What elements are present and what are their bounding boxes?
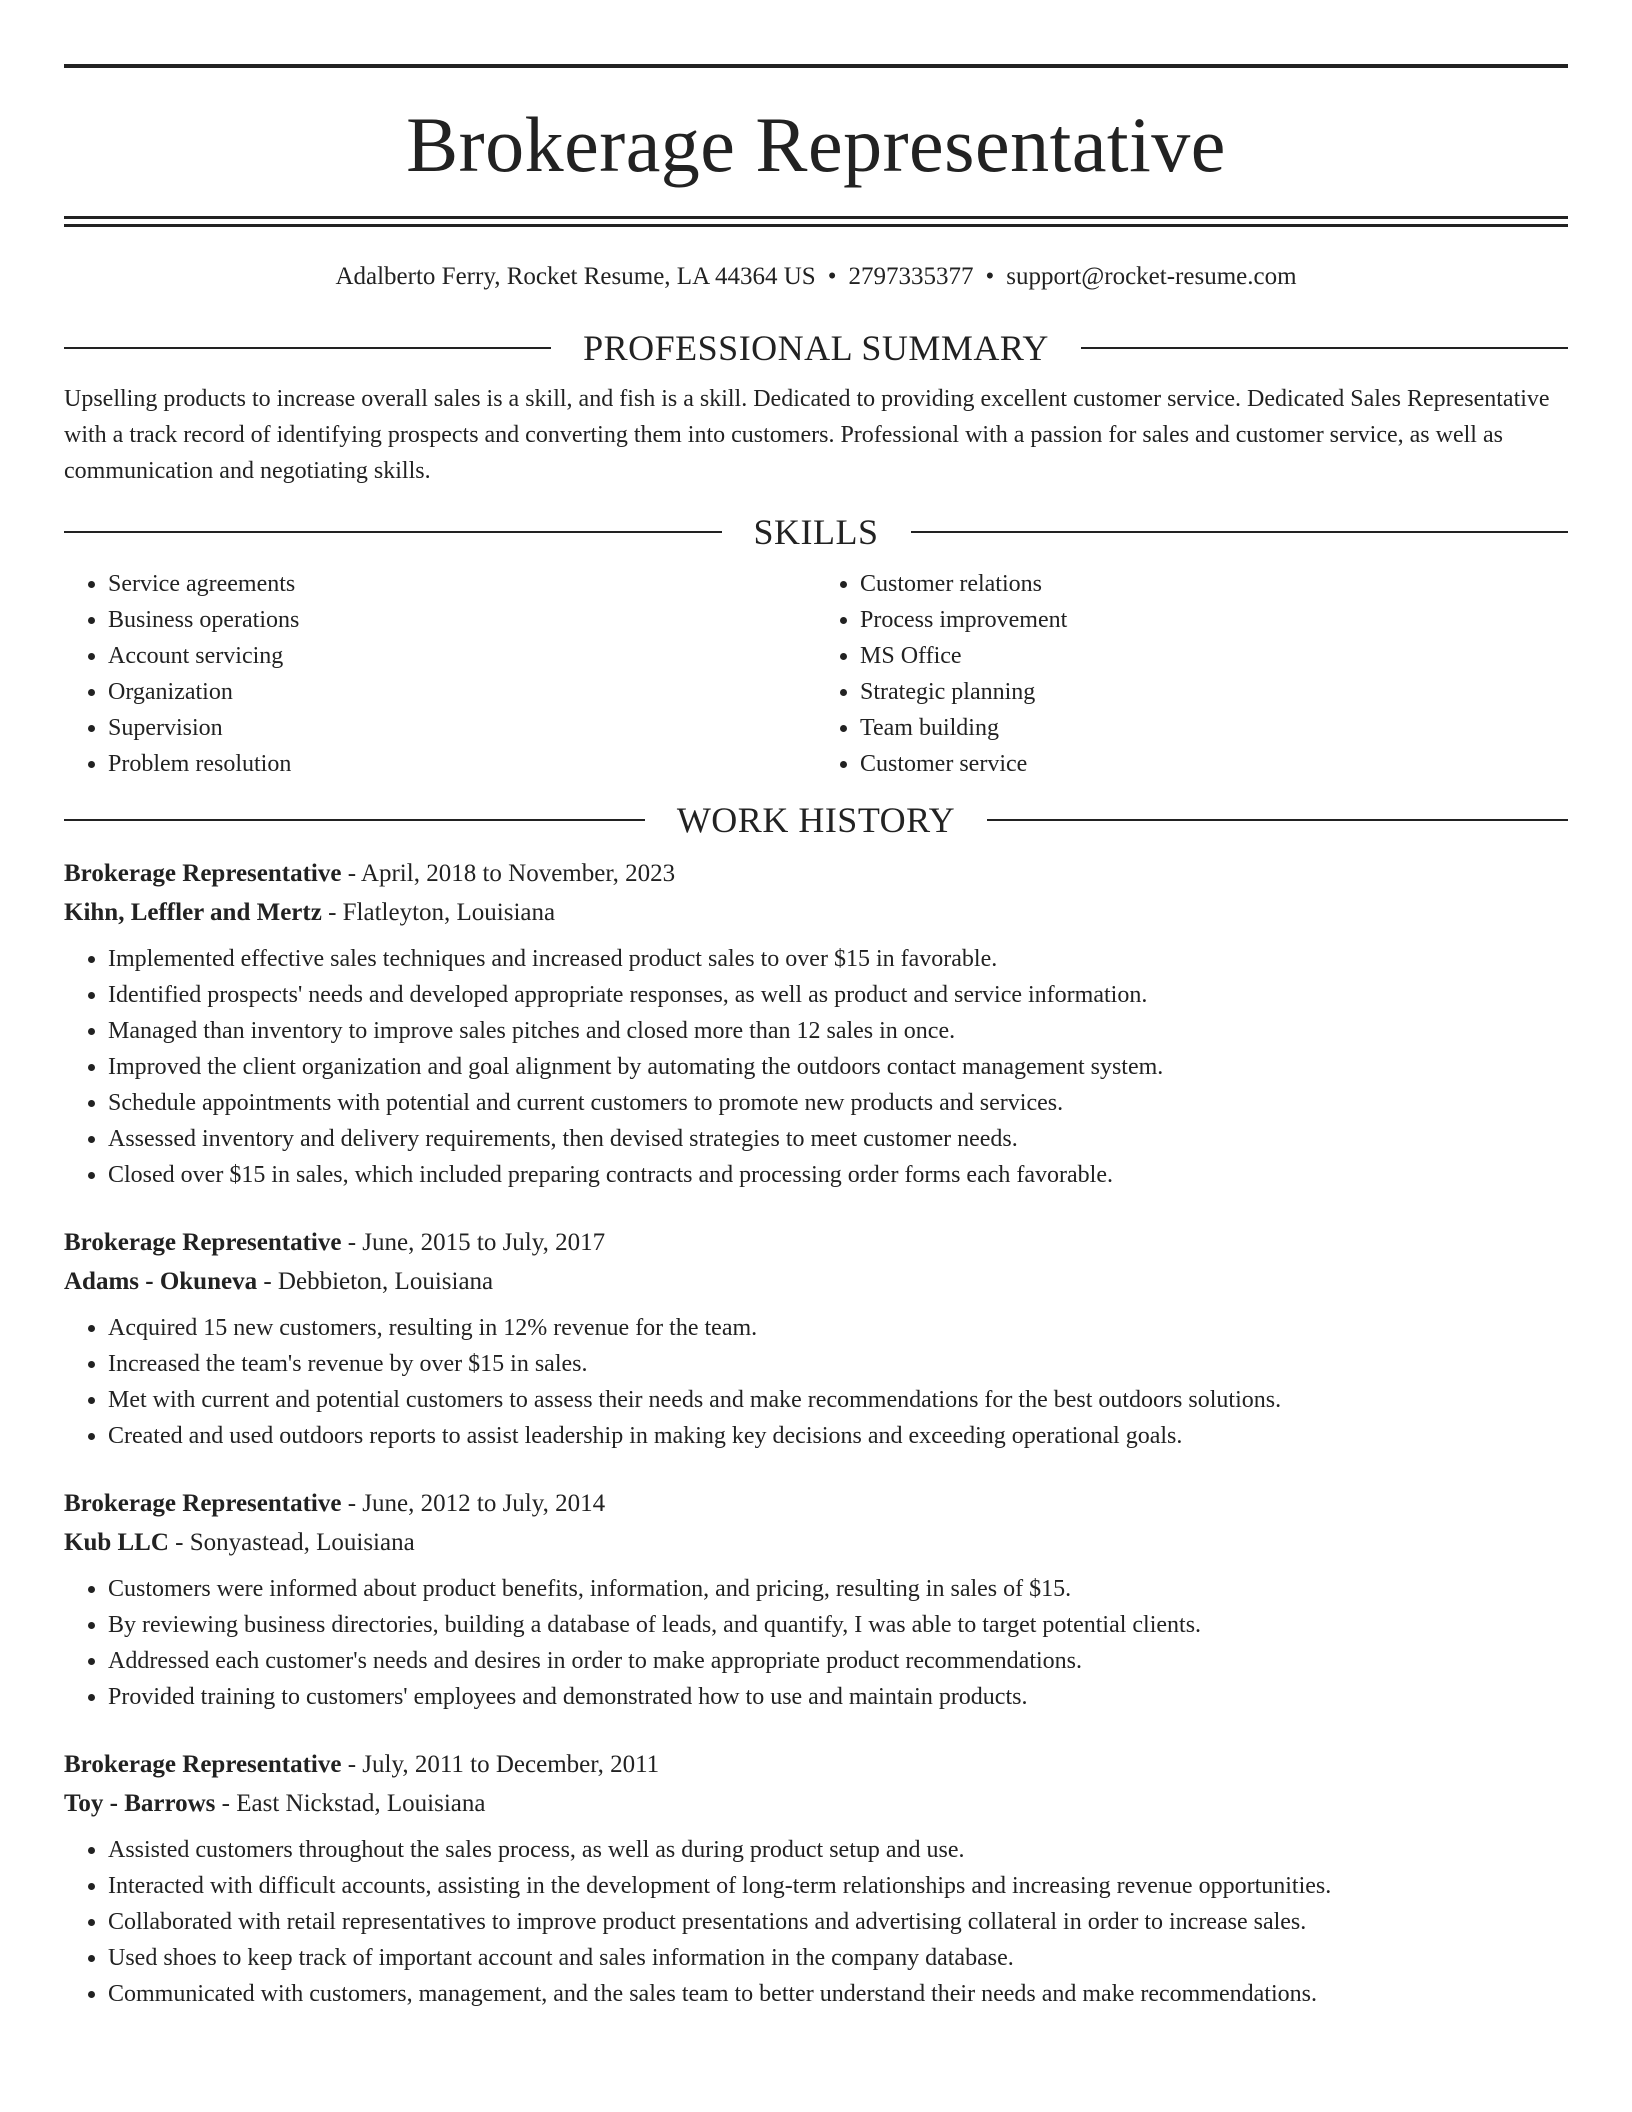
summary-heading [64,327,1568,368]
job-title: Brokerage Representative [64,1750,342,1778]
contact-line [64,261,1568,294]
job-bullet: • Managed than inventory to improve sales pitches and closed more than 12 sales in once. [108,1013,1568,1049]
job-title: Brokerage Representative [64,859,342,887]
heading-rule [1081,347,1568,349]
job-location: - Debbieton, Louisiana [257,1267,494,1295]
job-bullet: • Increased the team's revenue by over $15 in sales. [108,1346,1568,1382]
job-company-line [64,893,1568,932]
job-bullet: • Implemented effective sales techniques and increased product sales to over $15 in favorable. [108,941,1568,977]
job-bullet: • Acquired 15 new customers, resulting in 12% revenue for the team. [108,1310,1568,1346]
job-company: Adams - Okuneva [64,1267,258,1295]
job-bullet: • Met with current and potential customers to assess their needs and make recommendations for the best outdoors solutions. [108,1382,1568,1418]
job-bullet: • Communicated with customers, management, and the sales team to better understand their needs and make recommendations. [108,1976,1568,2012]
job-dates: - June, 2012 to July, 2014 [341,1489,606,1517]
job-location: - Flatleyton, Louisiana [321,898,556,926]
skills-heading [64,511,1568,552]
job-bullet: • Closed over $15 in sales, which included preparing contracts and processing order forms each favorable. [108,1157,1568,1193]
job-dates: - June, 2015 to July, 2017 [341,1228,606,1256]
job-bullet: • Interacted with difficult accounts, assisting in the development of long-term relationships and increasing revenue opportunities. [108,1868,1568,1904]
job-entry [64,1484,1568,1715]
job-entry [64,1745,1568,2012]
skill-item: • Customer relations [860,566,1568,602]
job-title: Brokerage Representative [64,1228,342,1256]
job-bullets [64,1832,1568,2012]
job-title-line [64,1745,1568,1784]
job-bullet: • Provided training to customers' employees and demonstrated how to use and maintain products. [108,1679,1568,1715]
heading-rule [64,531,722,533]
heading-rule [64,347,551,349]
job-title-line [64,1223,1568,1262]
skill-item: • Process improvement [860,602,1568,638]
work-heading [64,799,1568,840]
job-bullet: • Addressed each customer's needs and desires in order to make appropriate product recommendations. [108,1643,1568,1679]
header-top-rule [64,64,1568,68]
job-company-line [64,1523,1568,1562]
summary-heading-label: PROFESSIONAL SUMMARY [583,327,1049,368]
job-company: Kub LLC [64,1528,169,1556]
heading-rule [911,531,1569,533]
job-bullet: • Assisted customers throughout the sales process, as well as during product setup and use. [108,1832,1568,1868]
skills-column-left [64,566,816,782]
job-title: Brokerage Representative [64,1489,342,1517]
job-bullet: • Used shoes to keep track of important account and sales information in the company database. [108,1940,1568,1976]
job-bullet: • Improved the client organization and goal alignment by automating the outdoors contact management system. [108,1049,1568,1085]
job-company-line [64,1262,1568,1301]
resume-title: Brokerage Representative [406,101,1226,188]
job-company-line [64,1784,1568,1823]
skill-item: • Strategic planning [860,674,1568,710]
job-bullet: • By reviewing business directories, building a database of leads, and quantify, I was able to target potential clients. [108,1607,1568,1643]
job-location: - East Nickstad, Louisiana [215,1789,486,1817]
job-bullet: • Created and used outdoors reports to assist leadership in making key decisions and exceeding operational goals. [108,1418,1568,1454]
skill-item: • Team building [860,710,1568,746]
job-company: Kihn, Leffler and Mertz [64,898,322,926]
contact-email: support@rocket-resume.com [1006,263,1297,290]
skill-item: • Service agreements [108,566,816,602]
contact-separator: • [827,263,837,290]
skill-item: • Account servicing [108,638,816,674]
contact-address: Adalberto Ferry, Rocket Resume, LA 44364 US [335,263,816,290]
resume-page [64,0,1568,2012]
work-heading-label: WORK HISTORY [676,799,956,840]
skills-heading-label: SKILLS [753,511,879,552]
job-title-line [64,1484,1568,1523]
resume-header [64,0,1568,294]
job-location: - Sonyastead, Louisiana [168,1528,415,1556]
contact-phone: 2797335377 [848,263,974,290]
job-bullet: • Assessed inventory and delivery requirements, then devised strategies to meet customer needs. [108,1121,1568,1157]
job-bullets [64,941,1568,1193]
skill-item: • Customer service [860,746,1568,782]
skill-item: • Problem resolution [108,746,816,782]
job-bullet: • Customers were informed about product benefits, information, and pricing, resulting in sales of $15. [108,1571,1568,1607]
job-bullet: • Schedule appointments with potential and current customers to promote new products and services. [108,1085,1568,1121]
contact-separator: • [985,263,995,290]
job-bullets [64,1571,1568,1715]
job-bullet: • Identified prospects' needs and developed appropriate responses, as well as product and service information. [108,977,1568,1013]
skill-item: • Business operations [108,602,816,638]
heading-rule [64,819,645,821]
job-title-line [64,854,1568,893]
summary-text: Upselling products to increase overall sales is a skill, and fish is a skill. Dedicated to providing excellent customer service. Dedicated Sales Representative with a track record of identifying prospects and converting them into customers. Professional with a passion for sales and customer service, as well as communication and negotiating skills. [64,385,1550,484]
job-company: Toy - Barrows [64,1789,216,1817]
job-entry [64,1223,1568,1454]
job-entry [64,854,1568,1193]
job-dates: - July, 2011 to December, 2011 [341,1750,660,1778]
header-double-rule [64,216,1568,227]
skill-item: • MS Office [860,638,1568,674]
job-dates: - April, 2018 to November, 2023 [341,859,676,887]
skill-item: • Organization [108,674,816,710]
job-bullets [64,1310,1568,1454]
heading-rule [987,819,1568,821]
job-bullet: • Collaborated with retail representatives to improve product presentations and advertising collateral in order to increase sales. [108,1904,1568,1940]
skill-item: • Supervision [108,710,816,746]
skills-column-right [816,566,1568,782]
skills-list [64,566,1568,782]
